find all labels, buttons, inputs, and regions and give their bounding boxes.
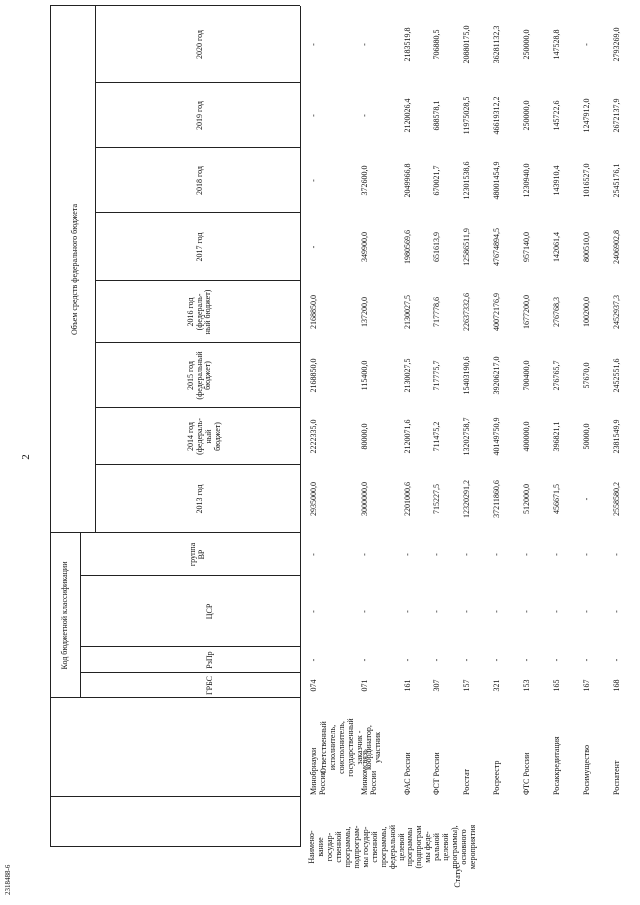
row-value-2014: 13202758,7: [462, 417, 471, 456]
header-year-2017: 2017 год: [194, 232, 204, 262]
row-rzpr: -: [492, 658, 501, 662]
row-value-2018: 48001454,9: [492, 161, 501, 200]
row-vr: -: [403, 553, 412, 556]
row-value-2013: 2558580,2: [612, 482, 621, 516]
row-vr: -: [309, 553, 318, 556]
row-value-2014: 50000,0: [582, 423, 591, 450]
row-value-2015: 2130027,5: [403, 358, 412, 393]
row-grbs: 074: [309, 679, 318, 692]
row-value-2015: 2452551,6: [612, 358, 621, 393]
row-value-2014: 396821,1: [552, 421, 561, 452]
row-value-2015: 115400,0: [360, 360, 369, 391]
row-csr: -: [582, 610, 591, 613]
col-line-2: [50, 697, 300, 698]
row-value-2015: 700400,0: [522, 360, 531, 391]
row-value-2019: -: [309, 114, 318, 117]
row-value-2016: 40072176,9: [492, 293, 501, 331]
row-value-2016: 2168850,0: [309, 295, 318, 329]
row-value-2020: -: [360, 43, 369, 46]
row-value-2014: 2222335,0: [309, 419, 318, 454]
row-grbs: 165: [552, 679, 561, 692]
row-value-2016: 137200,0: [360, 297, 369, 327]
row-value-2013: 456671,5: [552, 484, 561, 514]
row-vr: -: [522, 553, 531, 556]
volume-group-divider: [95, 6, 96, 533]
col-line-1: [50, 796, 300, 797]
row-value-2017: 142061,4: [552, 232, 561, 262]
row-value-2016: 22637332,6: [462, 293, 471, 331]
row-value-2014: 80000,0: [360, 423, 369, 450]
row-rzpr: -: [432, 658, 441, 662]
footer-code: 2318488-6: [4, 864, 12, 895]
row-participant: Росимущество: [582, 744, 591, 795]
page-number: 2: [20, 454, 32, 460]
row-value-2019: -: [360, 114, 369, 117]
row-value-2014: 400000,0: [522, 421, 531, 452]
row-value-2018: 1230940,0: [522, 163, 531, 198]
row-participant: Роспатент: [612, 760, 621, 795]
row-value-2015: 276765,7: [552, 360, 561, 391]
row-value-2019: 46619312,2: [492, 96, 501, 135]
row-value-2017: 957140,0: [522, 232, 531, 262]
header-status: Статус: [452, 864, 462, 888]
row-vr: -: [582, 553, 591, 556]
header-responsible: Ответственный исполнитель, соисполнитель, государственный заказчик - координатор, участник: [319, 718, 382, 777]
header-program-name: Наимено- вание государ- ственной программы, подпрограм- мы государ- ственной программы, федеральной целевой программы (подпрограм мы феде- ральной целевой программы), основного мероприятия: [307, 824, 478, 870]
row-grbs: 161: [403, 679, 412, 692]
row-csr: -: [360, 610, 369, 613]
row-vr: -: [552, 553, 561, 556]
row-value-2019: 2672137,9: [612, 98, 621, 133]
row-value-2017: 47674894,5: [492, 228, 501, 266]
row-value-2018: -: [309, 179, 318, 182]
row-value-2018: 1016527,0: [582, 163, 591, 198]
row-value-2013: 37211860,6: [492, 480, 501, 518]
header-year-2014: 2014 год (федераль- ный бюджет): [186, 418, 222, 455]
row-rzpr: -: [360, 658, 369, 662]
row-participant: Росреестр: [492, 760, 501, 795]
row-value-2018: 143910,4: [552, 165, 561, 196]
row-csr: -: [522, 610, 531, 613]
row-value-2020: 147528,8: [552, 29, 561, 60]
row-value-2017: -: [309, 245, 318, 249]
header-csr: ЦСР: [204, 603, 214, 620]
row-value-2015: 39206217,0: [492, 356, 501, 395]
row-csr: -: [462, 610, 471, 613]
row-value-2018: 12301538,6: [462, 161, 471, 200]
row-rzpr: -: [552, 658, 561, 662]
header-year-2018: 2018 год: [194, 166, 204, 195]
row-rzpr: -: [582, 658, 591, 662]
row-rzpr: -: [309, 658, 318, 662]
row-value-2019: 145722,6: [552, 100, 561, 131]
row-value-2020: -: [582, 43, 591, 46]
row-vr: -: [612, 553, 621, 556]
row-participant: ФТС России: [522, 752, 531, 795]
row-value-2014: 711475,2: [432, 421, 441, 452]
row-value-2015: 2168850,0: [309, 358, 318, 393]
row-value-2016: 2452937,3: [612, 295, 621, 329]
row-participant: Росаккредитация: [552, 736, 561, 795]
row-grbs: 321: [492, 679, 501, 692]
row-value-2017: 1980569,6: [403, 230, 412, 264]
row-value-2017: 12586511,9: [462, 228, 471, 266]
header-year-2020: 2020 год: [194, 30, 204, 59]
row-value-2020: 2183519,8: [403, 27, 412, 62]
row-csr: -: [492, 610, 501, 613]
row-grbs: 167: [582, 679, 591, 692]
row-participant: ФАС России: [403, 752, 412, 795]
row-value-2019: 2120026,4: [403, 98, 412, 133]
row-value-2013: -: [582, 497, 591, 501]
row-rzpr: -: [403, 658, 412, 662]
row-value-2016: 717778,6: [432, 297, 441, 327]
header-year-2013: 2013 год: [194, 484, 204, 514]
row-value-2020: 706880,5: [432, 29, 441, 60]
row-csr: -: [403, 610, 412, 613]
row-vr: -: [360, 553, 369, 556]
row-value-2018: 2049966,8: [403, 163, 412, 198]
row-grbs: 157: [462, 679, 471, 692]
row-value-2015: 57670,0: [582, 362, 591, 389]
row-value-2020: -: [309, 43, 318, 46]
row-grbs: 071: [360, 679, 369, 692]
row-value-2015: 15403190,6: [462, 356, 471, 395]
row-value-2019: 250000,0: [522, 100, 531, 131]
row-grbs: 153: [522, 679, 531, 692]
row-value-2013: 12320291,2: [462, 480, 471, 518]
row-value-2020: 250000,0: [522, 29, 531, 60]
row-value-2013: 715227,5: [432, 484, 441, 514]
row-value-2017: 800510,0: [582, 232, 591, 262]
table-left-border: [50, 846, 300, 847]
row-value-2013: 2935000,0: [309, 482, 318, 516]
col-line-3: [80, 672, 300, 673]
row-value-2019: 688578,1: [432, 100, 441, 131]
row-value-2017: 2406902,8: [612, 230, 621, 264]
row-value-2020: 36281132,3: [492, 25, 501, 64]
row-value-2018: 2545176,1: [612, 163, 621, 198]
row-value-2014: 2381549,9: [612, 419, 621, 454]
row-value-2019: 1247912,0: [582, 98, 591, 133]
row-value-2014: 40149750,9: [492, 417, 501, 456]
header-rzpr: РзПр: [204, 651, 214, 669]
header-bottom-border: [300, 6, 301, 847]
row-csr: -: [309, 610, 318, 613]
row-value-2020: 2793269,0: [612, 27, 621, 62]
header-year-2015: 2015 год (федеральный бюджет): [185, 351, 213, 400]
row-vr: -: [432, 553, 441, 556]
row-csr: -: [612, 610, 621, 613]
row-participant: Минкомсвязь России: [360, 749, 378, 795]
table-top-border: [50, 6, 51, 847]
row-value-2019: 11975028,5: [462, 96, 471, 135]
row-value-2016: 276768,3: [552, 297, 561, 327]
row-value-2018: 670021,7: [432, 165, 441, 196]
row-rzpr: -: [462, 658, 471, 662]
header-budget-code: Код бюджетной классификации: [59, 561, 69, 670]
row-vr: -: [462, 553, 471, 556]
header-grbs: ГРБС: [204, 676, 214, 695]
header-vr: группа ВР: [188, 542, 206, 567]
row-value-2013: 2201000,6: [403, 482, 412, 516]
row-csr: -: [432, 610, 441, 613]
row-grbs: 168: [612, 679, 621, 692]
bcode-group-divider: [80, 533, 81, 698]
row-participant: Росстат: [462, 769, 471, 795]
row-value-2014: 2120071,6: [403, 419, 412, 454]
row-grbs: 307: [432, 679, 441, 692]
row-participant: ФСТ России: [432, 752, 441, 795]
row-value-2013: 512000,0: [522, 484, 531, 514]
row-value-2016: 1677200,0: [522, 295, 531, 329]
row-value-2013: 3000000,0: [360, 482, 369, 516]
row-rzpr: -: [612, 658, 621, 662]
row-value-2016: 100200,0: [582, 297, 591, 327]
row-csr: -: [552, 610, 561, 613]
row-vr: -: [492, 553, 501, 556]
row-value-2017: 349900,0: [360, 232, 369, 262]
row-value-2016: 2130027,5: [403, 295, 412, 329]
row-value-2018: 372600,0: [360, 165, 369, 196]
row-value-2015: 717775,7: [432, 360, 441, 391]
col-line-4: [80, 646, 300, 647]
row-rzpr: -: [522, 658, 531, 662]
row-value-2017: 651613,9: [432, 232, 441, 262]
header-year-2019: 2019 год: [194, 101, 204, 130]
header-volume: Объем средств федерального бюджета: [69, 204, 79, 335]
row-participant: Минобрнауки России: [309, 747, 327, 795]
row-value-2020: 20880175,0: [462, 25, 471, 64]
header-year-2016: 2016 год (федераль- ный бюджет): [185, 289, 213, 335]
